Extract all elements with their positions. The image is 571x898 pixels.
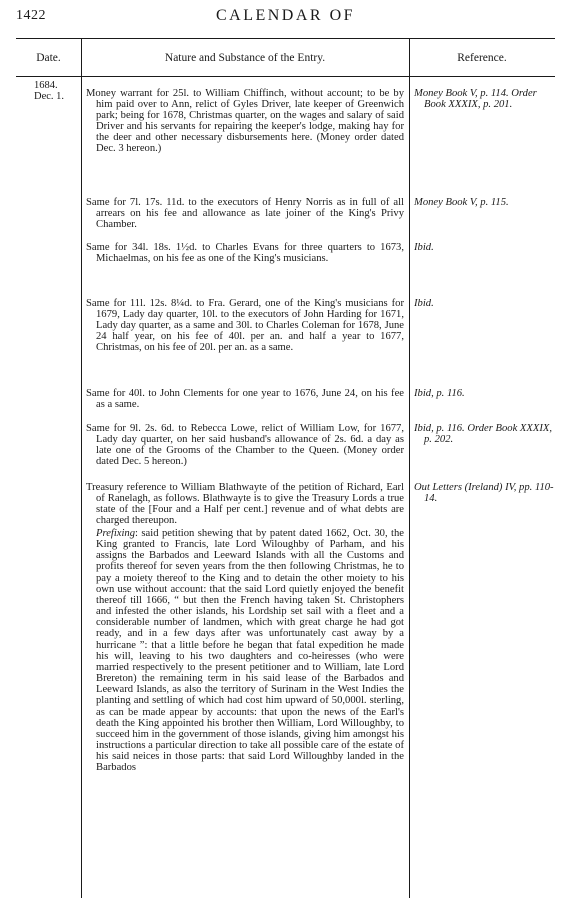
entry-5: Same for 40l. to John Clements for one year to 1676, June 24, on his fee as a same.: [86, 388, 404, 411]
reference-7: Out Letters (Ireland) IV, pp. 110-14.: [414, 482, 554, 505]
reference-1: Money Book V, p. 114. Order Book XXXIX, p. 201.: [414, 88, 537, 111]
page-number: 1422: [16, 8, 46, 23]
column-header-date: Date.: [36, 52, 61, 64]
entry-3: Same for 34l. 18s. 1½d. to Charles Evans for three quarters to 1673, Michaelmas, on his fee as one of the King's musicians.: [86, 242, 404, 265]
column-header-entry: Nature and Substance of the Entry.: [164, 52, 326, 64]
reference-4: Ibid.: [414, 298, 434, 309]
entry-7: Treasury reference to William Blathwayte of the petition of Richard, Earl of Ranelagh, as follows. Blathwayte is to give the Treasury Lords a true state of the [Four and a Half per cent.] revenue and of what debts are charged thereupon.: [86, 482, 404, 527]
continuation-text: : said petition shewing that by patent dated 1662, Oct. 30, the King granted to Francis, late Lord Wiloughby of Parham, and his assigns the Barbados and Leeward Islands with all the Customs and profits thereof for seven years from the then following Christmas, he to pay a moiety thereof to the King and to detain the other moiety to his own use without account: that the said Lord quietly enjoyed the benefit thereof till 1666, “ but then the French having taken St. Christophers and infested the other islands, his Lordship set sail with a fleet and a considerable number of landmen, which with great charge he had got ready, and in a few days after was unfortunately cast away by a hurricane ”: that a little before he began that fatal expedition he made his will, leaving to his two daughters and co-heiresses (who were married respectively to the present petitioner and to William, late Lord Brereton) the remaining term in his said lease of the Barbados and Leeward Islands, as also the territory of Surinam in the West Indies the planting and settling of which had cost him upward of 50,000l. sterling, as can be made appear by accounts: that upon the news of the Earl's death the King appointed his brother then William, Lord Willoughby, to succeed him in the government of those islands, giving him amongst his instructions a particular direction to take all possible care of the estate of his said neices in those parts: that said Lord Willoughby landed in the Barbados: [96, 528, 404, 774]
column-header-reference: Reference.: [457, 52, 507, 64]
reference-3: Ibid.: [414, 242, 434, 253]
date-day: Dec. 1.: [34, 91, 65, 102]
reference-6: Ibid, p. 116. Order Book XXXIX, p. 202.: [414, 423, 552, 446]
reference-2: Money Book V, p. 115.: [414, 197, 509, 208]
table-top-rule: [16, 38, 555, 39]
entry-7-continuation: [86, 528, 404, 773]
continuation-lead: Prefixing: [96, 528, 136, 539]
table-header-rule: [16, 76, 555, 77]
reference-5: Ibid, p. 116.: [414, 388, 465, 399]
column-divider-2: [409, 38, 410, 898]
column-divider-1: [81, 38, 82, 898]
page-title: CALENDAR OF: [215, 7, 356, 24]
date-year: 1684.: [34, 80, 58, 91]
entry-2: Same for 7l. 17s. 11d. to the executors of Henry Norris as in full of all arrears on his fee and allowance as late joiner of the King's Privy Chamber.: [86, 197, 404, 231]
entry-1: Money warrant for 25l. to William Chiffinch, without account; to be by him paid over to Ann, relict of Gyles Driver, late keeper of Greenwich park; being for 1678, Christmas quarter, on the wages and salary of said Driver and his servants for repairing the keeper's lodge, making hay for the deer and other necessary disbursements here. (Money order dated Dec. 3 hereon.): [86, 88, 404, 155]
entry-4: Same for 11l. 12s. 8¼d. to Fra. Gerard, one of the King's musicians for 1679, Lady day quarter, 10l. to the executors of John Harding for 1671, Lady day quarter, as a same and 30l. to Charles Coleman for 1678, June 24 half year, on his fee of 40l. per an. and half a year to 1677, Christmas, on his fee of 20l. per an. as a same.: [86, 298, 404, 354]
entry-6: Same for 9l. 2s. 6d. to Rebecca Lowe, relict of William Low, for 1677, Lady day quarter, on her said husband's allowance of 2s. 6d. a day as late one of the Grooms of the Chamber to the Queen. (Money order dated Dec. 5 hereon.): [86, 423, 404, 468]
